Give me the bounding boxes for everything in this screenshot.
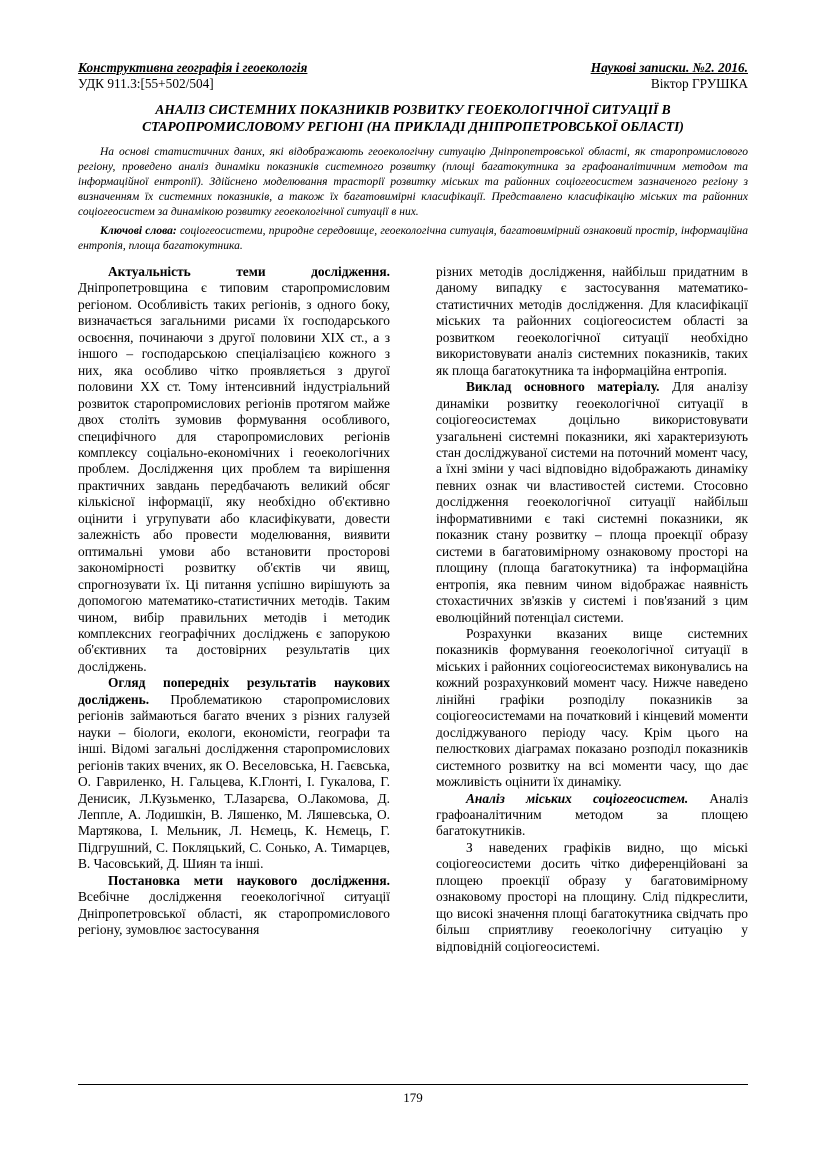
paragraph-goal: [78, 873, 390, 939]
abstract: На основі статистичних даних, які відображають геоекологічну ситуацію Дніпропетровської області, як старопромислового регіону, проведено аналіз динаміки показників системного розвитку (площі багатокутника за графоаналітичним методом та інформаційної ентропії). Здійснено моделювання трасторії розвитку міських та районних соціогеосистем зазначеного регіону з визначенням їх системних показників, а також їх багатовимірні класифікації. Представлено класифікацію міських та районних соціогеосистем за динамікою розвитку геоекологічної ситуації в них.: [78, 146, 748, 218]
footer-divider: [78, 1084, 748, 1085]
keywords: [78, 224, 748, 254]
paper-page: [78, 60, 748, 955]
paragraph-main-material: [436, 379, 748, 626]
section-title: Конструктивна географія і геоекологія: [78, 60, 308, 75]
page-number: 179: [403, 1090, 423, 1105]
text-main-material: Для аналізу динаміки розвитку геоекологічної ситуації в соціогеосистемах доцільно використовувати узагальнені системні показники, які характеризують стан досліджуваної системи на поточний момент часу, а їхні зміни у часі відповідно відображають динаміку певних ознак чи властивостей системи. Стосовно дослідження геоекологічної ситуації найбільш інформативними є такі системні показники, як показник стану розвитку – площа проекції образу системи в багатовимірному ознаковому просторі на площину (площа багатокутника) та інформаційна ентропія, яка певним чином відображає наявність стохастичних зв'язків у системі і пов'язаний з цим еволюційний потенціал системи.: [436, 379, 748, 625]
left-column: [78, 264, 390, 955]
title-line-1: АНАЛІЗ СИСТЕМНИХ ПОКАЗНИКІВ РОЗВИТКУ ГЕОЕКОЛОГІЧНОЇ СИТУАЦІЇ В: [155, 102, 671, 117]
heading-urban-analysis: Аналіз міських соціогеосистем.: [466, 790, 689, 806]
udc-code: УДК 911.3:[55+502/504]: [78, 76, 214, 91]
paragraph-graphs: З наведених графіків видно, що міські соціогеосистеми досить чітко диференційовані за площею проекції образу у багатовимірному ознаковому просторі на площину. Слід підкреслити, що високі значення площі багатокутника свідчать про більш сприятливу геоекологічну ситуацію у відповідній соціогеосистемі.: [436, 839, 748, 954]
title-line-2: СТАРОПРОМИСЛОВОМУ РЕГІОНІ (НА ПРИКЛАДІ ДНІПРОПЕТРОВСЬКОЇ ОБЛАСТІ): [142, 119, 684, 134]
keywords-label: Ключові слова:: [100, 225, 177, 237]
heading-relevance: Актуальність теми дослідження.: [108, 264, 390, 279]
journal-title: Наукові записки. №2. 2016.: [590, 60, 748, 75]
paragraph-continuation: різних методів дослідження, найбільш придатним в даному випадку є застосування математико-статистичних методів дослідження. Для класифікації міських та районних соціогеосистем області за розвитком геоекологічної ситуації необхідно використовувати аналіз системних показників, таких як площа багатокутника та інформаційна ентропія.: [436, 264, 748, 378]
text-goal: Всебічне дослідження геоекологічної ситуації Дніпропетровської області, як старопромислового регіону, зумовлює застосування: [78, 889, 390, 938]
heading-goal: Постановка мети наукового дослідження.: [108, 872, 390, 888]
udc-author-row: [78, 76, 748, 92]
heading-main-material: Виклад основного матеріалу.: [466, 379, 660, 395]
article-title: [78, 101, 748, 135]
heading-review: Огляд попередніх результатів наукових досліджень.: [78, 675, 390, 707]
body-columns: [78, 264, 748, 955]
running-header: [78, 60, 748, 76]
author-name: Віктор ГРУШКА: [650, 76, 748, 91]
right-column: [436, 264, 748, 955]
text-relevance: Дніпропетровщина є типовим старопромисловим регіоном. Особливість таких регіонів, з одного боку, визначається загальними рисами їх господарського освоєння, починаючи з другої половини XIX ст., а з іншого – господарською спеціалізацією кожного з них, яка особливо чітко проявляється з другої половини XX ст. Тому інтенсивний індустріальний розвиток старопромислових регіонів протягом майже двох століть зумовив формування особливого, специфічного для старопромислових регіонів комплексу соціально-економічних і геоекологічних проблем. Дослідження цих проблем та вирішення практичних завдань передбачають великий обсяг кількісної інформації, яку необхідно об'єктивно оцінити і угрупувати або класифікувати, довести залежність або провести моделювання, виявити оптимальні умови або встановити просторові закономірності розвитку об'єктів чи явищ, спрогнозувати їх. Ці питання успішно вирішують за допомогою математико-статистичних методів. Таким чином, вибір правильних методів і методик комплексних географічних досліджень є запорукою об'єктивних та достовірних результатів цих досліджень.: [78, 280, 390, 674]
paragraph-review: [78, 675, 390, 872]
keywords-text: соціогеосистеми, природне середовище, геоекологічна ситуація, багатовимірний ознаковий простір, інформаційна ентропія, площа багатокутника.: [78, 225, 749, 252]
text-urban-analysis: Аналіз графоаналітичним методом за площею багатокутників.: [436, 790, 748, 839]
paragraph-relevance: [78, 264, 390, 675]
paragraph-calculations: Розрахунки вказаних вище системних показників формування геоекологічної ситуації в міських і районних соціогеосистемах виконувались на кожний розрахунковий момент часу. Нижче наведено лінійні графіки розподілу показників за соціогеосистемами на початковий і кінцевий моменти досліджуваного періоду часу. Крім цього на пелюсткових діаграмах показано розподіл показників системного розвитку на всі моменти часу, що дає можливість оцінити їх динаміку.: [436, 625, 748, 790]
text-review: Проблематикою старопромислових регіонів займаються багато вчених з різних галузей науки – біологи, екологи, економісти, географи та інші. Відомі загальні дослідження старопромислових регіонів таких вчених, як О. Веселовська, Н. Гаєвська, О. Гавриленко, Н. Гальцева, К.Глонті, І. Гукалова, Г. Денисик, Л.Кузьменко, Т.Лазарєва, О.Лакомова, Д. Леппле, А. Лодишкін, В. Ляшенко, М. Ляшевська, О. Мартякова, І. Мельник, Л. Нємець, К. Нємець, Г. Підгрушний, С. Покляцький, С. Сонько, А. Тимарцев, В. Часовський, Д. Шиян та інші.: [78, 691, 390, 872]
paragraph-urban-analysis: [436, 791, 748, 840]
